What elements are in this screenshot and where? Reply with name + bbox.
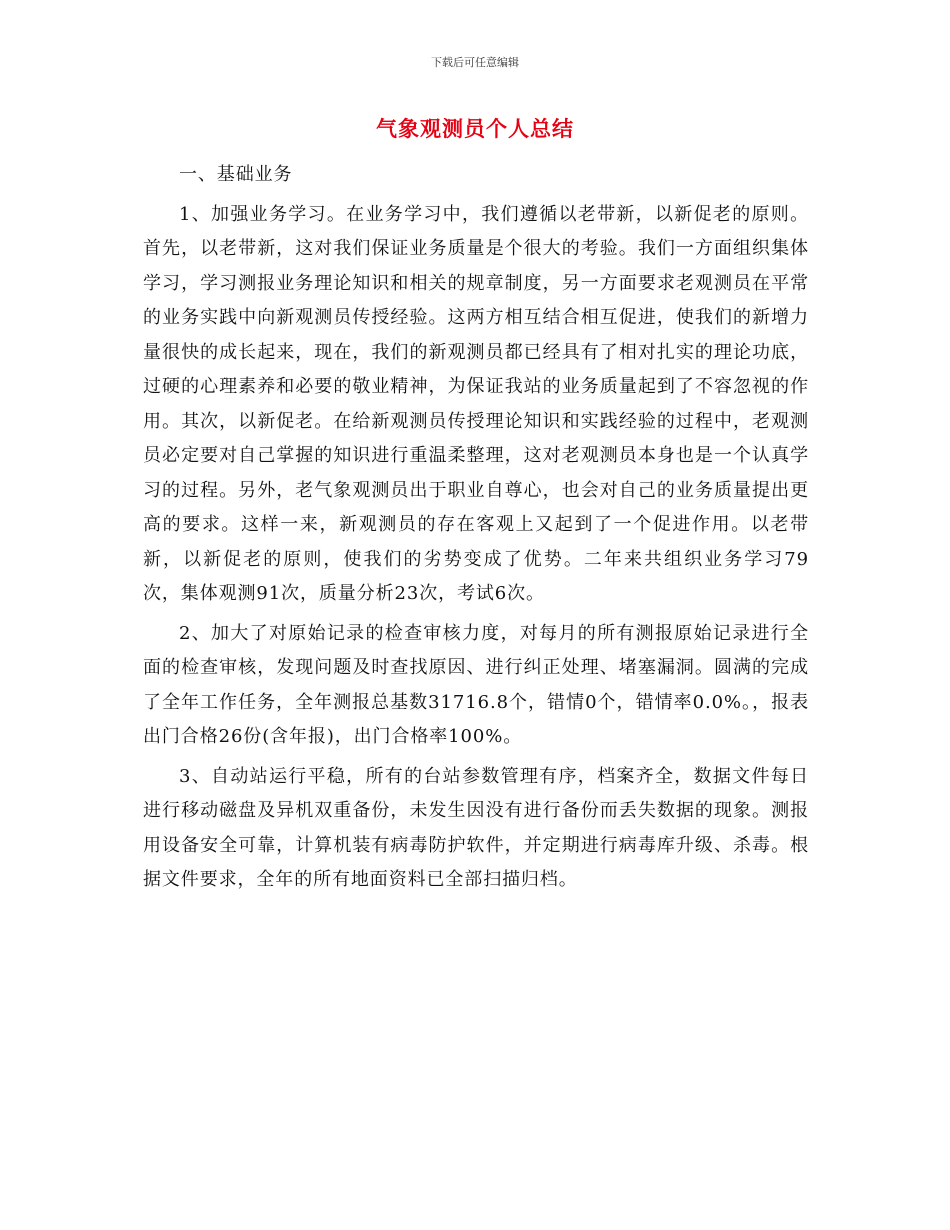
document-body — [143, 158, 809, 898]
section-heading: 一、基础业务 — [179, 164, 293, 185]
paragraph-auto-station: 3、自动站运行平稳，所有的台站参数管理有序，档案齐全，数据文件每日进行移动磁盘及异机双重备份，未发生因没有进行备份而丢失数据的现象。测报用设备安全可靠，计算机装有病毒防护软件，并定期进行病毒库升级、杀毒。根据文件要求，全年的所有地面资料已全部扫描归档。 — [143, 765, 809, 890]
paragraph-business-study: 1、加强业务学习。在业务学习中，我们遵循以老带新，以新促老的原则。首先，以老带新，这对我们保证业务质量是个很大的考验。我们一方面组织集体学习，学习测报业务理论知识和相关的规章制度，另一方面要求老观测员在平常的业务实践中向新观测员传授经验。这两方相互结合相互促进，使我们的新增力量很快的成长起来，现在，我们的新观测员都已经具有了相对扎实的理论功底，过硬的心理素养和必要的敬业精神，为保证我站的业务质量起到了不容忽视的作用。其次，以新促老。在给新观测员传授理论知识和实践经验的过程中，老观测员必定要对自己掌握的知识进行重温柔整理，这对老观测员本身也是一个认真学习的过程。另外，老气象观测员出于职业自尊心，也会对自己的业务质量提出更高的要求。这样一来，新观测员的存在客观上又起到了一个促进作用。以老带新，以新促老的原则，使我们的劣势变成了优势。二年来共组织业务学习79次，集体观测91次，质量分析23次，考试6次。 — [143, 203, 809, 604]
paragraph-record-review: 2、加大了对原始记录的检查审核力度，对每月的所有测报原始记录进行全面的检查审核，发现问题及时查找原因、进行纠正处理、堵塞漏洞。圆满的完成了全年工作任务，全年测报总基数31716.8个，错情0个，错情率0.0%。，报表出门合格26份(含年报)，出门合格率100%。 — [143, 622, 809, 747]
header-note: 下载后可任意编辑 — [431, 56, 519, 69]
document-title: 气象观测员个人总结 — [376, 117, 574, 141]
